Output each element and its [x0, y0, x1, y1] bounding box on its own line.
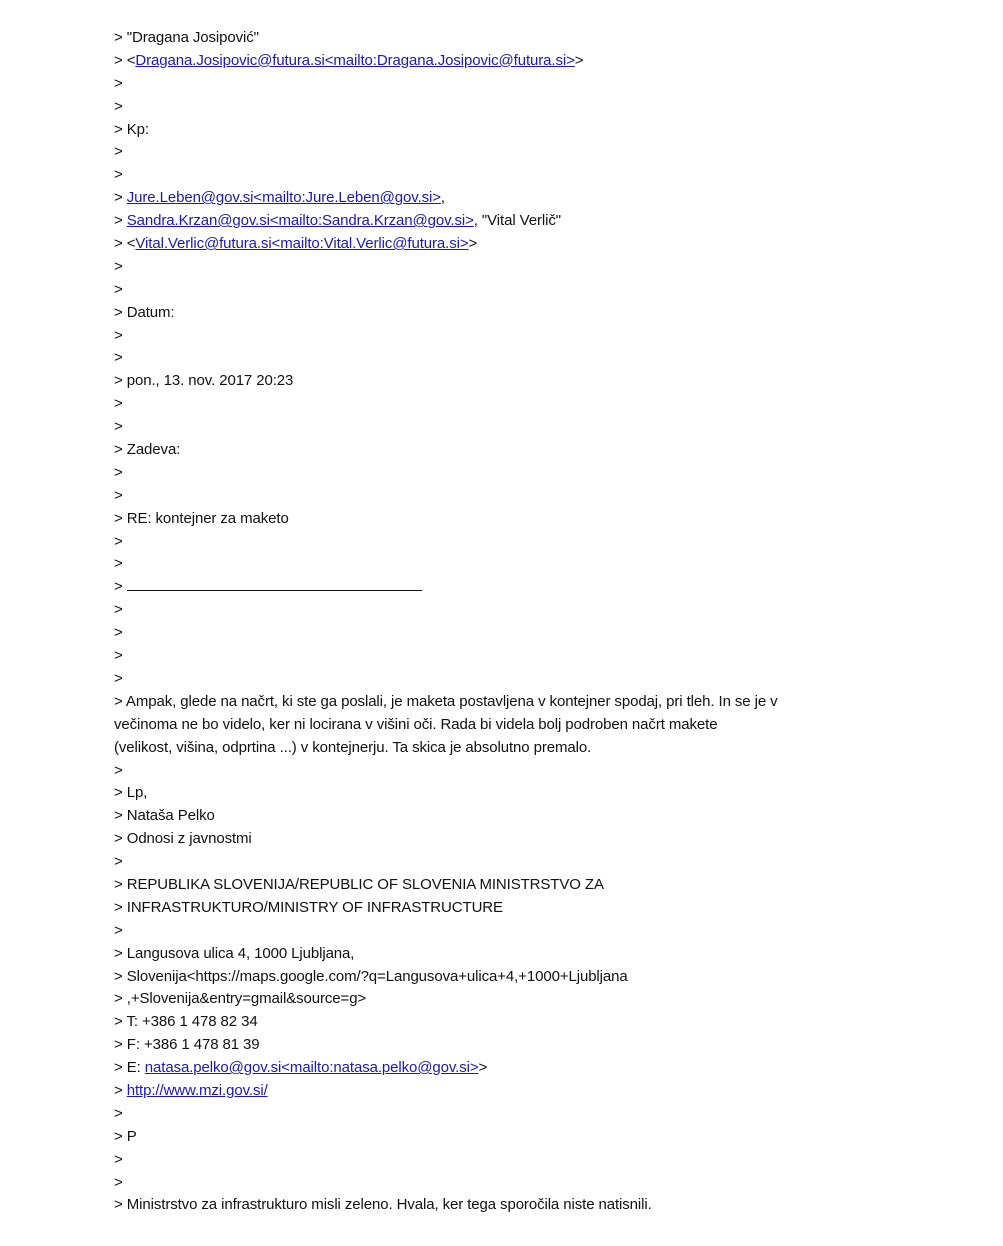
- quote-line: > "Dragana Josipović": [114, 29, 259, 46]
- quote-line-empty: >: [114, 647, 123, 665]
- quote-line-empty: >: [114, 669, 123, 687]
- quote-line: > RE: kontejner za maketo: [114, 509, 289, 527]
- quote-line-empty: >: [114, 1150, 123, 1168]
- organization-line: INFRASTRUKTURO/MINISTRY OF INFRASTRUCTURE: [126, 898, 503, 916]
- quote-line-empty: >: [114, 257, 123, 275]
- body-text-continued: (velikost, višina, odprtina ...) v kontejnerju. Ta skica je absolutno premalo.: [114, 738, 592, 756]
- quote-line-empty: >: [114, 532, 123, 550]
- email-quote-body: [114, 27, 894, 1217]
- website-link[interactable]: http://www.mzi.gov.si/: [126, 1081, 268, 1099]
- quote-line-empty: >: [114, 395, 123, 413]
- quote-line: > http://www.mzi.gov.si/: [114, 1081, 268, 1099]
- quote-line: > Odnosi z javnostmi: [114, 830, 252, 848]
- quote-line-empty: >: [114, 349, 123, 367]
- quote-line: > Slovenija<https://maps.google.com/?q=Langusova+ulica+4,+1000+Ljubljana: [114, 967, 628, 985]
- p-marker: P: [126, 1127, 137, 1145]
- quote-line: > Langusova ulica 4, 1000 Ljubljana,: [114, 944, 355, 962]
- quote-line: > Ampak, glede na načrt, ki ste ga poslali, je maketa postavljena v kontejner spodaj, pri tleh. In se je v: [114, 692, 778, 710]
- organization-line: REPUBLIKA SLOVENIJA/REPUBLIC OF SLOVENIA MINISTRSTVO ZA: [126, 875, 604, 893]
- from-email-link[interactable]: Dragana.Josipovic@futura.si<mailto:Dragana.Josipovic@futura.si>: [135, 51, 575, 69]
- quote-line: > E: natasa.pelko@gov.si<mailto:natasa.pelko@gov.si>>: [114, 1059, 488, 1077]
- quote-line-empty: >: [114, 601, 123, 619]
- quote-line-empty: >: [114, 97, 123, 115]
- zadeva-value: RE: kontejner za maketo: [126, 509, 289, 527]
- quote-line-empty: >: [114, 280, 123, 298]
- quote-line: > T: +386 1 478 82 34: [114, 1013, 258, 1031]
- address-line: Slovenija<https://maps.google.com/?q=Langusova+ulica+4,+1000+Ljubljana: [126, 967, 628, 985]
- quote-line: > REPUBLIKA SLOVENIJA/REPUBLIC OF SLOVENIA MINISTRSTVO ZA: [114, 875, 604, 893]
- quote-line-empty: >: [114, 624, 123, 642]
- body-text: Ampak, glede na načrt, ki ste ga poslali, je maketa postavljena v kontejner spodaj, pri tleh. In se je v: [125, 692, 778, 710]
- zadeva-label: Zadeva:: [126, 441, 181, 459]
- contact-email-link[interactable]: natasa.pelko@gov.si<mailto:natasa.pelko@gov.si>: [144, 1059, 479, 1077]
- address-line: ,+Slovenija&entry=gmail&source=g>: [126, 990, 367, 1008]
- datum-label: Datum:: [126, 303, 175, 321]
- quote-line: > <Vital.Verlic@futura.si<mailto:Vital.Verlic@futura.si>>: [114, 235, 478, 253]
- quote-line: > Lp,: [114, 784, 148, 802]
- quote-line: > F: +386 1 478 81 39: [114, 1036, 260, 1054]
- quote-line-empty: >: [114, 486, 123, 504]
- from-name: "Dragana Josipović": [126, 29, 259, 46]
- quote-line-empty: >: [114, 921, 123, 939]
- quote-line-empty: >: [114, 463, 123, 481]
- signature-name: Nataša Pelko: [126, 807, 215, 825]
- quote-line-empty: >: [114, 555, 123, 573]
- cc-sandra-link[interactable]: Sandra.Krzan@gov.si<mailto:Sandra.Krzan@gov.si>: [126, 212, 474, 230]
- quote-line: > P: [114, 1127, 137, 1145]
- quote-line-empty: >: [114, 761, 123, 779]
- quote-line-empty: >: [114, 166, 123, 184]
- kp-label: Kp:: [126, 120, 149, 138]
- footer-note: Ministrstvo za infrastrukturo misli zeleno. Hvala, ker tega sporočila niste natisnili.: [126, 1196, 652, 1214]
- quote-line-empty: >: [114, 326, 123, 344]
- quote-line-empty: >: [114, 143, 123, 161]
- quote-line: > Nataša Pelko: [114, 807, 215, 825]
- quote-line: > ,+Slovenija&entry=gmail&source=g>: [114, 990, 367, 1008]
- quote-line-empty: >: [114, 1104, 123, 1122]
- quote-line-empty: >: [114, 1173, 123, 1191]
- body-text-continued: večinoma ne bo videlo, ker ni locirana v višini oči. Rada bi videla bolj podroben načrt makete: [114, 715, 718, 733]
- quote-line: > Jure.Leben@gov.si<mailto:Jure.Leben@gov.si>,: [114, 189, 445, 207]
- quote-line: > pon., 13. nov. 2017 20:23: [114, 372, 294, 390]
- quote-line-empty: >: [114, 853, 123, 871]
- quote-line: > INFRASTRUKTURO/MINISTRY OF INFRASTRUCTURE: [114, 898, 503, 916]
- quote-line-empty: >: [114, 74, 123, 92]
- datum-value: pon., 13. nov. 2017 20:23: [126, 372, 294, 390]
- address-line: Langusova ulica 4, 1000 Ljubljana,: [126, 944, 355, 962]
- fax: F: +386 1 478 81 39: [126, 1036, 260, 1054]
- quote-line: > Datum:: [114, 303, 175, 321]
- signature-role: Odnosi z javnostmi: [126, 830, 252, 848]
- quote-line-empty: >: [114, 418, 123, 436]
- quote-line: > Sandra.Krzan@gov.si<mailto:Sandra.Krzan@gov.si>, "Vital Verlič": [114, 212, 561, 230]
- quote-line: > Ministrstvo za infrastrukturo misli zeleno. Hvala, ker tega sporočila niste natisnili.: [114, 1196, 652, 1214]
- quote-line: > Zadeva:: [114, 441, 181, 459]
- quote-line: > <Dragana.Josipovic@futura.si<mailto:Dragana.Josipovic@futura.si>>: [114, 51, 584, 69]
- telephone: T: +386 1 478 82 34: [126, 1013, 258, 1031]
- cc-vital-link[interactable]: Vital.Verlic@futura.si<mailto:Vital.Verlic@futura.si>: [135, 235, 469, 253]
- quote-line: >: [114, 576, 894, 599]
- cc-jure-link[interactable]: Jure.Leben@gov.si<mailto:Jure.Leben@gov.si>: [126, 189, 441, 207]
- quote-line: > Kp:: [114, 120, 149, 138]
- separator-rule: [127, 576, 422, 591]
- signature-greeting: Lp,: [126, 784, 148, 802]
